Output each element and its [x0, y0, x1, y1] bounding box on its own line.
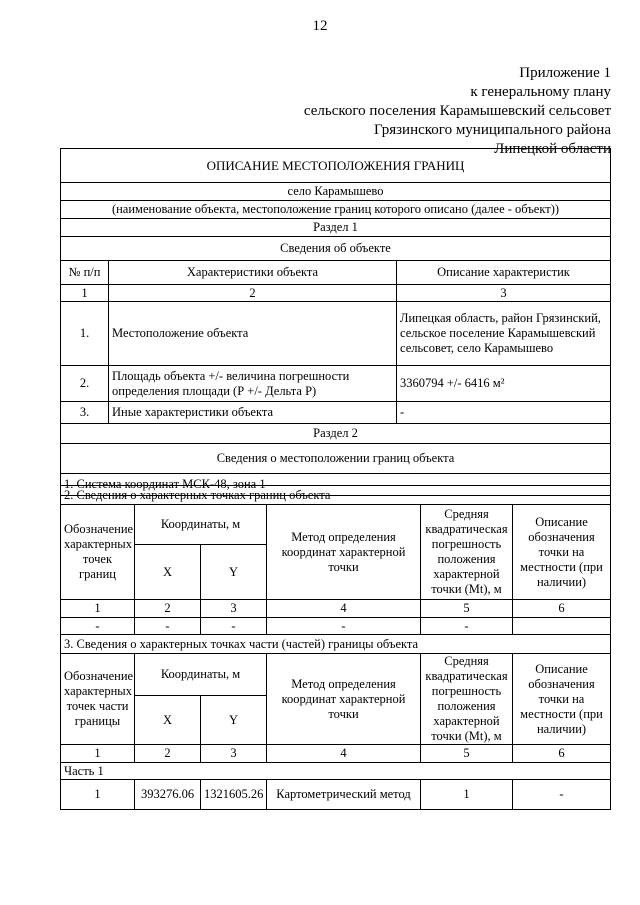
column-header: Y [201, 696, 267, 745]
table-cell: - [135, 618, 201, 635]
row-number: 3. [61, 402, 109, 424]
table-cell: - [421, 618, 513, 635]
table-cell: - [201, 618, 267, 635]
table-row [61, 618, 611, 635]
coordinate-system: 1. Система координат МСК-48, зона 1 [61, 474, 611, 496]
table-cell: Картометрический метод [267, 780, 421, 810]
table-cell: - [513, 780, 611, 810]
object-caption: (наименование объекта, местоположение границ которого описано (далее - объект)) [61, 201, 611, 219]
column-number: 5 [421, 745, 513, 763]
characteristic-name: Иные характеристики объекта [109, 402, 397, 424]
table-cell [513, 618, 611, 635]
column-number: 1 [61, 285, 109, 302]
column-number: 4 [267, 600, 421, 618]
column-number: 3 [201, 600, 267, 618]
column-header: Обозначение характерных точек части границы [61, 654, 135, 745]
column-header: Y [201, 545, 267, 600]
document-title: ОПИСАНИЕ МЕСТОПОЛОЖЕНИЯ ГРАНИЦ [61, 149, 611, 183]
column-header: X [135, 696, 201, 745]
column-number: 3 [397, 285, 611, 302]
characteristic-value: - [397, 402, 611, 424]
appendix-line: Липецкой области [494, 141, 611, 157]
column-header: № п/п [61, 261, 109, 285]
row-number: 1. [61, 302, 109, 366]
column-number: 2 [135, 600, 201, 618]
table-cell: 393276.06 [135, 780, 201, 810]
table-row [61, 302, 611, 366]
column-header: Описание обозначения точки на местности (при наличии) [513, 505, 611, 600]
appendix-header [304, 64, 611, 159]
column-number: 5 [421, 600, 513, 618]
page-number: 12 [312, 18, 328, 34]
column-header: Метод определения координат характерной точки [267, 654, 421, 745]
table-cell: - [61, 618, 135, 635]
characteristic-name: Площадь объекта +/- величина погрешности определения площади (Р +/- Дельта Р) [109, 366, 397, 402]
section1-title: Раздел 1 [61, 219, 611, 237]
column-header: Средняя квадратическая погрешность положения характерной точки (Mt), м [421, 505, 513, 600]
table-cell: 1321605.26 [201, 780, 267, 810]
table-row [61, 780, 611, 810]
column-header: X [135, 545, 201, 600]
column-number: 6 [513, 745, 611, 763]
section1-table [60, 148, 611, 496]
object-name: село Карамышево [61, 183, 611, 201]
table-row [61, 366, 611, 402]
characteristic-value: Липецкая область, район Грязинский, сельское поселение Карамышевский сельсовет, село Карамышево [397, 302, 611, 366]
points-section-title: 2. Сведения о характерных точках границ объекта [61, 486, 611, 505]
section2-title: Раздел 2 [61, 424, 611, 444]
column-number: 1 [61, 745, 135, 763]
column-number: 1 [61, 600, 135, 618]
table-cell: 1 [61, 780, 135, 810]
column-header: Координаты, м [135, 654, 267, 696]
parts-section-title: 3. Сведения о характерных точках части (частей) границы объекта [61, 635, 611, 654]
column-number: 3 [201, 745, 267, 763]
table-cell: 1 [421, 780, 513, 810]
column-header: Метод определения координат характерной точки [267, 505, 421, 600]
section2-subtitle: Сведения о местоположении границ объекта [61, 444, 611, 474]
section2-table [60, 485, 611, 810]
characteristic-value: 3360794 +/- 6416 м² [397, 366, 611, 402]
appendix-line: к генеральному плану [470, 84, 611, 100]
appendix-line: Приложение 1 [519, 65, 611, 81]
column-number: 2 [135, 745, 201, 763]
column-header: Описание характеристик [397, 261, 611, 285]
characteristic-name: Местоположение объекта [109, 302, 397, 366]
column-number: 2 [109, 285, 397, 302]
appendix-line: сельского поселения Карамышевский сельсовет [303, 103, 611, 119]
column-header: Описание обозначения точки на местности (при наличии) [513, 654, 611, 745]
column-number: 6 [513, 600, 611, 618]
table-row [61, 402, 611, 424]
table-cell: - [267, 618, 421, 635]
column-header: Характеристики объекта [109, 261, 397, 285]
column-header: Координаты, м [135, 505, 267, 545]
column-number: 4 [267, 745, 421, 763]
column-header: Средняя квадратическая погрешность положения характерной точки (Mt), м [421, 654, 513, 745]
column-header: Обозначение характерных точек границ [61, 505, 135, 600]
appendix-line: Грязинского муниципального района [374, 122, 611, 138]
section1-subtitle: Сведения об объекте [61, 237, 611, 261]
part-label: Часть 1 [61, 763, 611, 780]
row-number: 2. [61, 366, 109, 402]
